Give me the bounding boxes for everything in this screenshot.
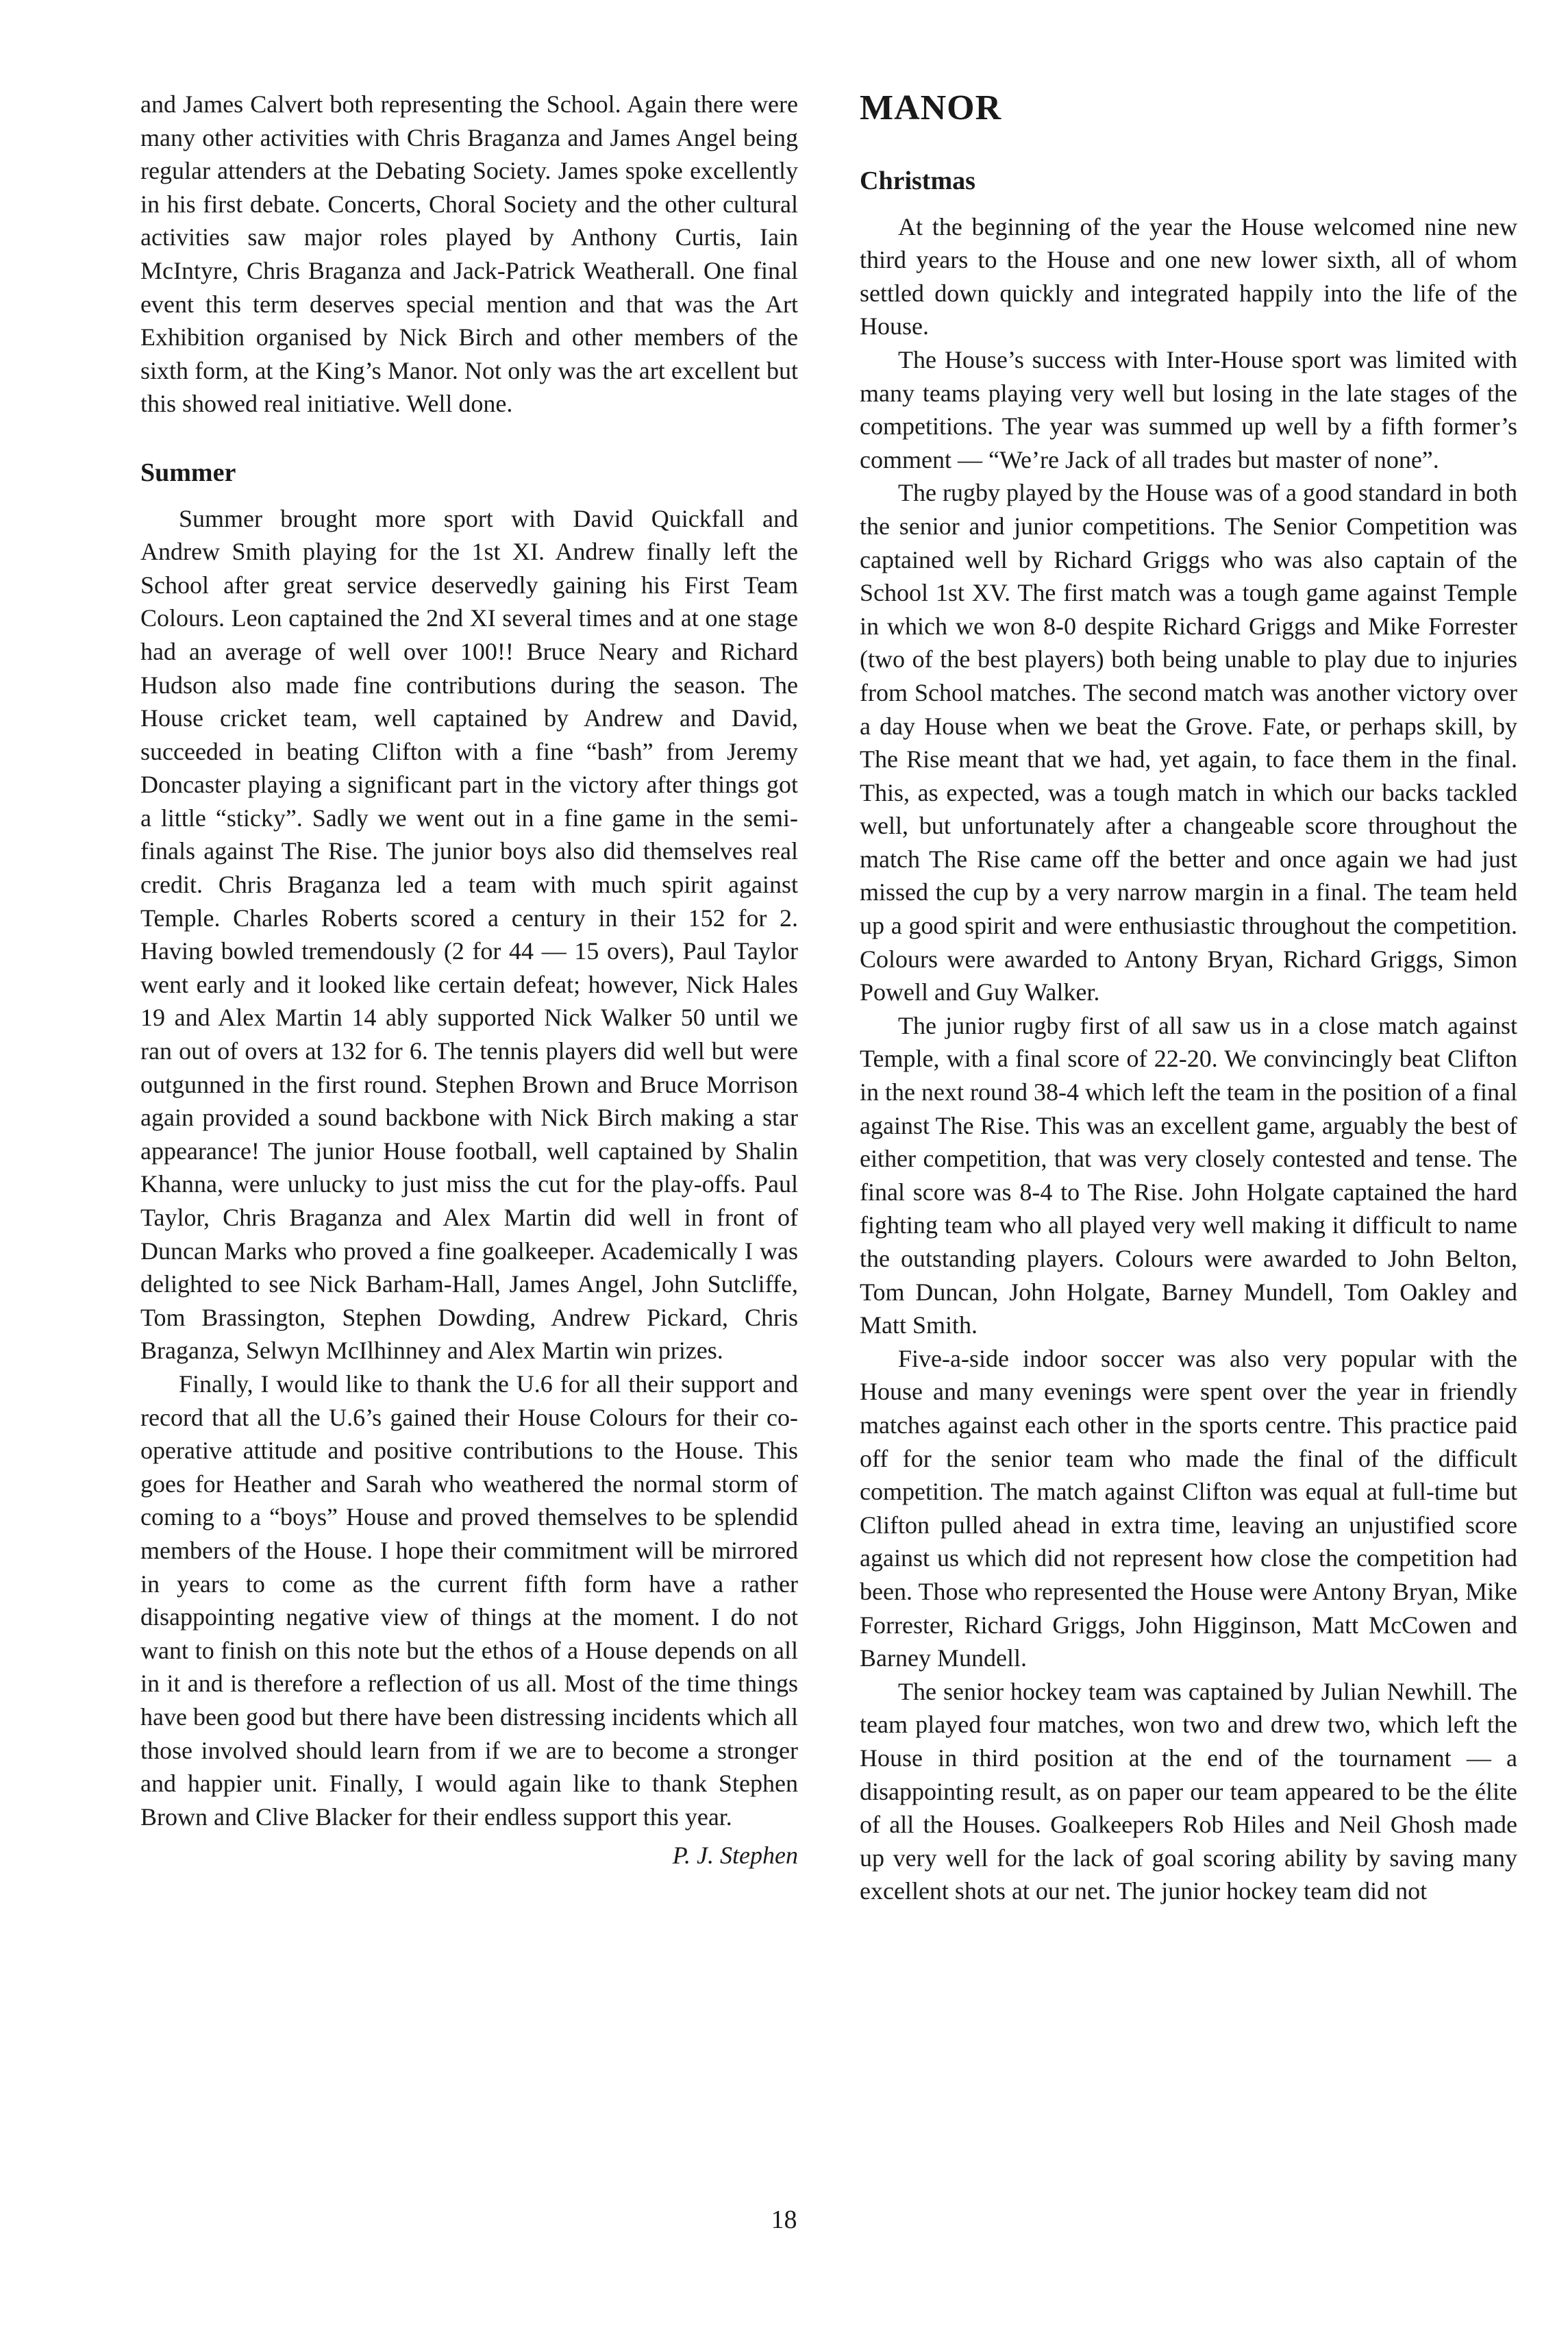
house-title: MANOR bbox=[860, 88, 1002, 127]
summer-paragraph: Summer brought more sport with David Quickfall and Andrew Smith playing for the 1st XI. Andrew finally left the School after great service deservedly gaining his First Team Colours. Leon captained the 2nd XI several times and at one stage had an average of well over 100!! Bruce Neary and Richard Hudson also made fine contributions during the season. The House cricket team, well captained by Andrew and David, succeeded in beating Clifton with a fine “bash” from Jeremy Doncaster playing a significant part in the victory after things got a little “sticky”. Sadly we went out in a fine game in the semi-finals against The Rise. The junior boys also did themselves real credit. Chris Braganza led a team with much spirit against Temple. Charles Roberts scored a century in their 152 for 2. Having bowled tremendously (2 for 44 — 15 overs), Paul Taylor went early and it looked like certain defeat; however, Nick Hales 19 and Alex Martin 14 ably supported Nick Walker 50 until we ran out of overs at 132 for 6. The tennis players did well but were outgunned in the first round. Stephen Brown and Bruce Morrison again provided a sound backbone with Nick Birch making a star appearance! The junior House football, well captained by Shalin Khanna, were unlucky to just miss the cut for the play-offs. Paul Taylor, Chris Braganza and Alex Martin did well in front of Duncan Marks who proved a fine goalkeeper. Academically I was delighted to see Nick Barham-Hall, James Angel, John Sutcliffe, Tom Brassington, Stephen Dowding, Andrew Pickard, Chris Braganza, Selwyn McIlhinney and Alex Martin win prizes. bbox=[140, 504, 798, 1365]
summer-heading: Summer bbox=[140, 458, 236, 487]
junior-rugby-paragraph: The junior rugby first of all saw us in a close match against Temple, with a final score of 22-20. We convincingly beat Clifton in the next round 38-4 which left the team in the position of a final against The Rise. This was an excellent game, arguably the best of either competition, that was very closely contested and tense. The final score was 8-4 to The Rise. John Holgate captained the hard fighting team who all played very well making it difficult to name the outstanding players. Colours were awarded to John Belton, Tom Duncan, John Holgate, Barney Mundell, Tom Oakley and Matt Smith. bbox=[860, 1011, 1517, 1339]
intro-paragraph: At the beginning of the year the House welcomed nine new third years to the House and one new lower sixth, all of whom settled down quickly and integrated happily into the life of the House. bbox=[860, 212, 1517, 340]
left-column bbox=[140, 88, 798, 1872]
page-number: 18 bbox=[771, 2205, 797, 2234]
senior-rugby-paragraph: The rugby played by the House was of a good standard in both the senior and junior competitions. The Senior Competition was captained well by Richard Griggs who was also captain of the School 1st XV. The first match was a tough game against Temple in which we won 8-0 despite Richard Griggs and Mike Forrester (two of the best players) both being unable to play due to injuries from School matches. The second match was another victory over a day House when we beat the Grove. Fate, or perhaps skill, by The Rise meant that we had, yet again, to face them in the final. This, as expected, was a tough match in which our backs tackled well, but unfortunately after a changeable score throughout the match The Rise came off the better and once again we had just missed the cup by a very narrow margin in a final. The team held up a good spirit and were enthusiastic throughout the competition. Colours were awarded to Antony Bryan, Richard Griggs, Simon Powell and Guy Walker. bbox=[860, 479, 1517, 1006]
soccer-paragraph: Five-a-side indoor soccer was also very popular with the House and many evenings were spent over the year in friendly matches against each other in the sports centre. This practice paid off for the senior team who made the final of the difficult competition. The match against Clifton was equal at full-time but Clifton pulled ahead in extra time, leaving an unjustified score against us which did not represent how close the competition had been. Those who represented the House were Antony Bryan, Mike Forrester, Richard Griggs, John Higginson, Matt McCowen and Barney Mundell. bbox=[860, 1344, 1517, 1672]
christmas-heading: Christmas bbox=[860, 166, 975, 195]
closing-paragraph: Finally, I would like to thank the U.6 for all their support and record that all the U.6’s gained their House Colours for their co-operative attitude and positive contributions to the House. This goes for Heather and Sarah who weathered the normal storm of coming to a “boys” House and proved themselves to be splendid members of the House. I hope their commitment will be mirrored in years to come as the current fifth form have a rather disappointing negative view of things at the moment. I do not want to finish on this note but the ethos of a House depends on all in it and is therefore a reflection of us all. Most of the time things have been good but there have been distressing incidents which all those involved should learn from if we are to become a stronger and happier unit. Finally, I would again like to thank Stephen Brown and Clive Blacker for their endless support this year. bbox=[140, 1370, 798, 1831]
inter-house-paragraph: The House’s success with Inter-House sport was limited with many teams playing very well but losing in the late stages of the competitions. The year was summed up well by a fifth former’s comment — “We’re Jack of all trades but master of none”. bbox=[860, 345, 1517, 473]
continuation-paragraph: and James Calvert both representing the School. Again there were many other activities with Chris Braganza and James Angel being regular attenders at the Debating Society. James spoke excellently in his first debate. Concerts, Choral Society and the other cultural activities saw major roles played by Anthony Curtis, Iain McIntyre, Chris Braganza and Jack-Patrick Weatherall. One final event this term deserves special mention and that was the Art Exhibition organised by Nick Birch and other members of the sixth form, at the King’s Manor. Not only was the art excellent but this showed real initiative. Well done. bbox=[140, 90, 798, 418]
right-column bbox=[860, 88, 1517, 1908]
author-signature: P. J. Stephen bbox=[672, 1842, 798, 1870]
hockey-paragraph: The senior hockey team was captained by Julian Newhill. The team played four matches, won two and drew two, which left the House in third position at the end of the tournament — a disappointing result, as on paper our team appeared to be the élite of all the Houses. Goalkeepers Rob Hiles and Neil Ghosh made up very well for the lack of goal scoring ability by saving many excellent shots at our net. The junior hockey team did not bbox=[860, 1677, 1517, 1905]
